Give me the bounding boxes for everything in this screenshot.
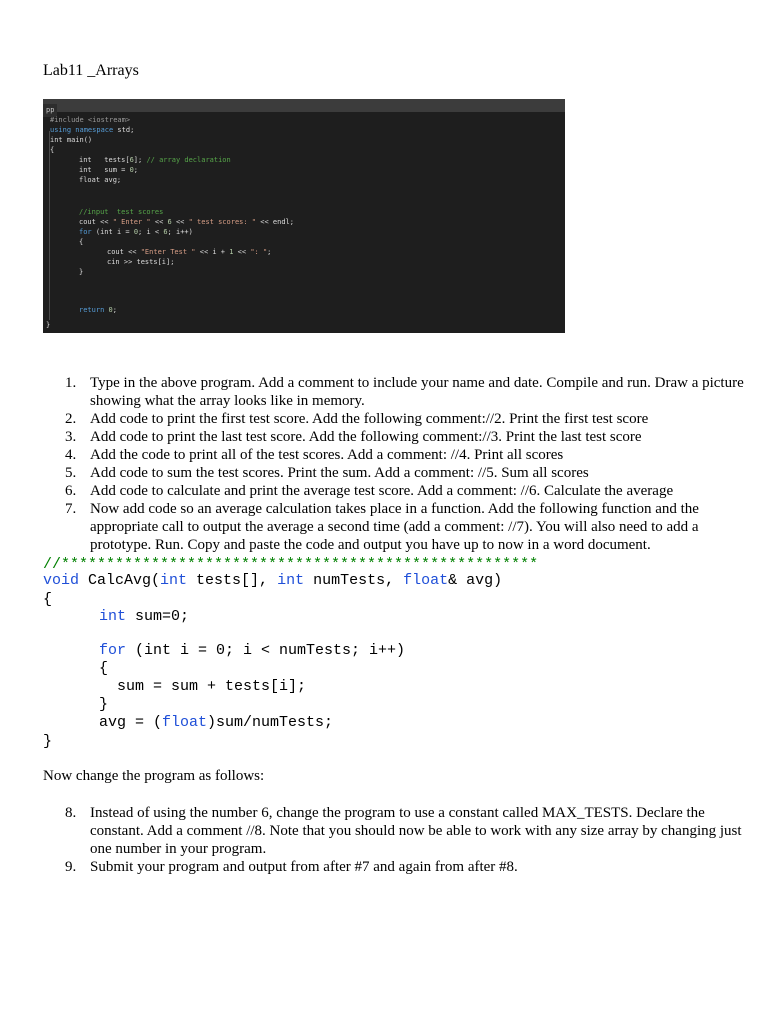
- editor-line: [79, 165, 138, 175]
- code-token: }: [99, 696, 109, 713]
- code-token: avg = (: [99, 714, 163, 731]
- editor-line: [50, 115, 130, 125]
- document-title: Lab11 _Arrays: [43, 62, 139, 79]
- code-token: 6: [163, 228, 168, 236]
- list-item: [65, 858, 755, 876]
- code-token: tests[],: [187, 572, 278, 589]
- code-token: 0: [133, 228, 139, 236]
- editor-line: [50, 135, 92, 145]
- list-text: Add the code to print all of the test scores. Add a comment: //4. Print all scores: [90, 447, 564, 463]
- code-token: for: [79, 228, 92, 236]
- code-line: [43, 591, 52, 609]
- code-line: [43, 733, 52, 751]
- code-token: <<: [171, 218, 189, 226]
- code-token: ;: [133, 166, 139, 174]
- code-line: [43, 572, 502, 590]
- code-token: float avg;: [79, 176, 122, 184]
- code-token: #include <iostream>: [50, 116, 131, 124]
- list-text: Add code to calculate and print the average test score. Add a comment: //6. Calculate the average: [90, 483, 674, 499]
- list-number: 6.: [65, 483, 77, 499]
- code-token: float: [403, 572, 449, 589]
- list-item: [65, 410, 755, 428]
- code-token: int sum =: [79, 166, 130, 174]
- code-line: [117, 678, 306, 696]
- code-token: }: [79, 268, 84, 276]
- code-token: return: [79, 306, 109, 314]
- editor-line: [46, 320, 50, 330]
- list-number: 8.: [65, 805, 77, 821]
- paragraph: Now change the program as follows:: [43, 768, 265, 784]
- list-text: Submit your program and output from after #7 and again from after #8.: [90, 859, 518, 875]
- editor-line: [79, 217, 294, 227]
- code-token: 0: [129, 166, 134, 174]
- code-token: 1: [229, 248, 234, 256]
- editor-line: [79, 155, 231, 165]
- editor-line: [79, 305, 117, 315]
- editor-line: [79, 175, 121, 185]
- code-token: int tests[: [79, 156, 130, 164]
- code-token: "Enter Test ": [140, 248, 196, 256]
- list-number: 5.: [65, 465, 77, 481]
- code-token: cin >> tests[i];: [107, 258, 175, 266]
- code-token: (int i =: [91, 228, 134, 236]
- comment-separator: //*****************************************************: [43, 556, 539, 573]
- editor-line: [79, 237, 83, 247]
- code-line: [99, 660, 108, 678]
- code-token: 6: [129, 156, 134, 164]
- code-token: {: [79, 238, 84, 246]
- code-token: sum = sum + tests[i];: [117, 678, 307, 695]
- code-line: [99, 714, 333, 732]
- code-token: <<: [150, 218, 168, 226]
- code-token: << i +: [195, 248, 230, 256]
- code-token: 6: [167, 218, 172, 226]
- code-token: // array declaration: [146, 156, 231, 164]
- list-text: Add code to print the last test score. Add the following comment://3. Print the last test score: [90, 429, 642, 445]
- code-token: //input test scores: [79, 208, 164, 216]
- code-line: [99, 608, 189, 626]
- code-token: std;: [113, 126, 135, 134]
- editor-tab-bar: [43, 99, 565, 112]
- list-text: Now add code so an average calculation takes place in a function. Add the following function and the appropriate call to output the average a second time (add a comment: //7). You will also need to add a prototype. Run. Copy and paste the code and output you have up to now in a word document.: [90, 501, 699, 553]
- list-number: 4.: [65, 447, 77, 463]
- code-token: ": ": [250, 248, 268, 256]
- code-token: {: [50, 146, 55, 154]
- editor-line: [50, 145, 54, 155]
- code-line: [99, 642, 405, 660]
- code-token: )sum/numTests;: [207, 714, 334, 731]
- code-token: ];: [133, 156, 147, 164]
- editor-code: [43, 112, 565, 333]
- code-token: ;: [267, 248, 272, 256]
- list-text: Instead of using the number 6, change the program to use a constant called MAX_TESTS. Declare the constant. Add a comment //8. Note that you should now be able to work with any size array by changing just one number in your program.: [90, 805, 742, 857]
- code-editor-screenshot: [43, 99, 565, 333]
- list-number: 2.: [65, 411, 77, 427]
- list-item: [65, 482, 755, 500]
- code-token: }: [46, 321, 51, 329]
- code-token: for: [99, 642, 127, 659]
- list-number: 3.: [65, 429, 77, 445]
- list-number: 7.: [65, 501, 77, 517]
- code-token: int: [99, 608, 127, 625]
- list-item: [65, 464, 755, 482]
- code-token: }: [43, 733, 53, 750]
- instruction-list-2: [65, 804, 755, 876]
- code-token: (int i = 0; i < numTests; i++): [126, 642, 406, 659]
- code-token: <<: [233, 248, 251, 256]
- code-token: float: [162, 714, 208, 731]
- editor-line: [79, 267, 83, 277]
- code-token: int main(): [50, 136, 93, 144]
- code-token: 0: [108, 306, 113, 314]
- code-token: & avg): [448, 572, 503, 589]
- instruction-list: [65, 374, 755, 554]
- code-token: ; i++): [167, 228, 193, 236]
- code-token: {: [99, 660, 109, 677]
- editor-line: [79, 207, 163, 217]
- list-item: [65, 804, 755, 858]
- code-line: [99, 696, 108, 714]
- code-token: cout <<: [79, 218, 113, 226]
- editor-line: [107, 257, 174, 267]
- code-token: ; i <: [138, 228, 164, 236]
- list-number: 1.: [65, 375, 77, 391]
- code-token: " test scores: ": [188, 218, 257, 226]
- list-item: [65, 428, 755, 446]
- indent-guide: [49, 131, 50, 320]
- code-token: ;: [112, 306, 117, 314]
- code-token: << endl;: [256, 218, 294, 226]
- list-number: 9.: [65, 859, 77, 875]
- list-item: [65, 374, 755, 410]
- list-text: Add code to print the first test score. Add the following comment://2. Print the first test score: [90, 411, 649, 427]
- code-token: using namespace: [50, 126, 114, 134]
- code-token: void: [43, 572, 80, 589]
- code-token: sum=0;: [126, 608, 190, 625]
- code-token: int: [160, 572, 188, 589]
- editor-line: [107, 247, 271, 257]
- editor-line: [50, 125, 134, 135]
- code-token: numTests,: [304, 572, 404, 589]
- code-token: cout <<: [107, 248, 141, 256]
- code-token: " Enter ": [112, 218, 151, 226]
- code-token: int: [277, 572, 305, 589]
- editor-line: [79, 227, 193, 237]
- list-item: [65, 500, 755, 554]
- code-token: CalcAvg(: [79, 572, 161, 589]
- editor-tab: pp: [43, 104, 57, 117]
- list-item: [65, 446, 755, 464]
- list-text: Type in the above program. Add a comment to include your name and date. Compile and run. Draw a picture showing what the array looks like in memory.: [90, 375, 744, 409]
- list-text: Add code to sum the test scores. Print the sum. Add a comment: //5. Sum all scores: [90, 465, 589, 481]
- code-token: {: [43, 591, 53, 608]
